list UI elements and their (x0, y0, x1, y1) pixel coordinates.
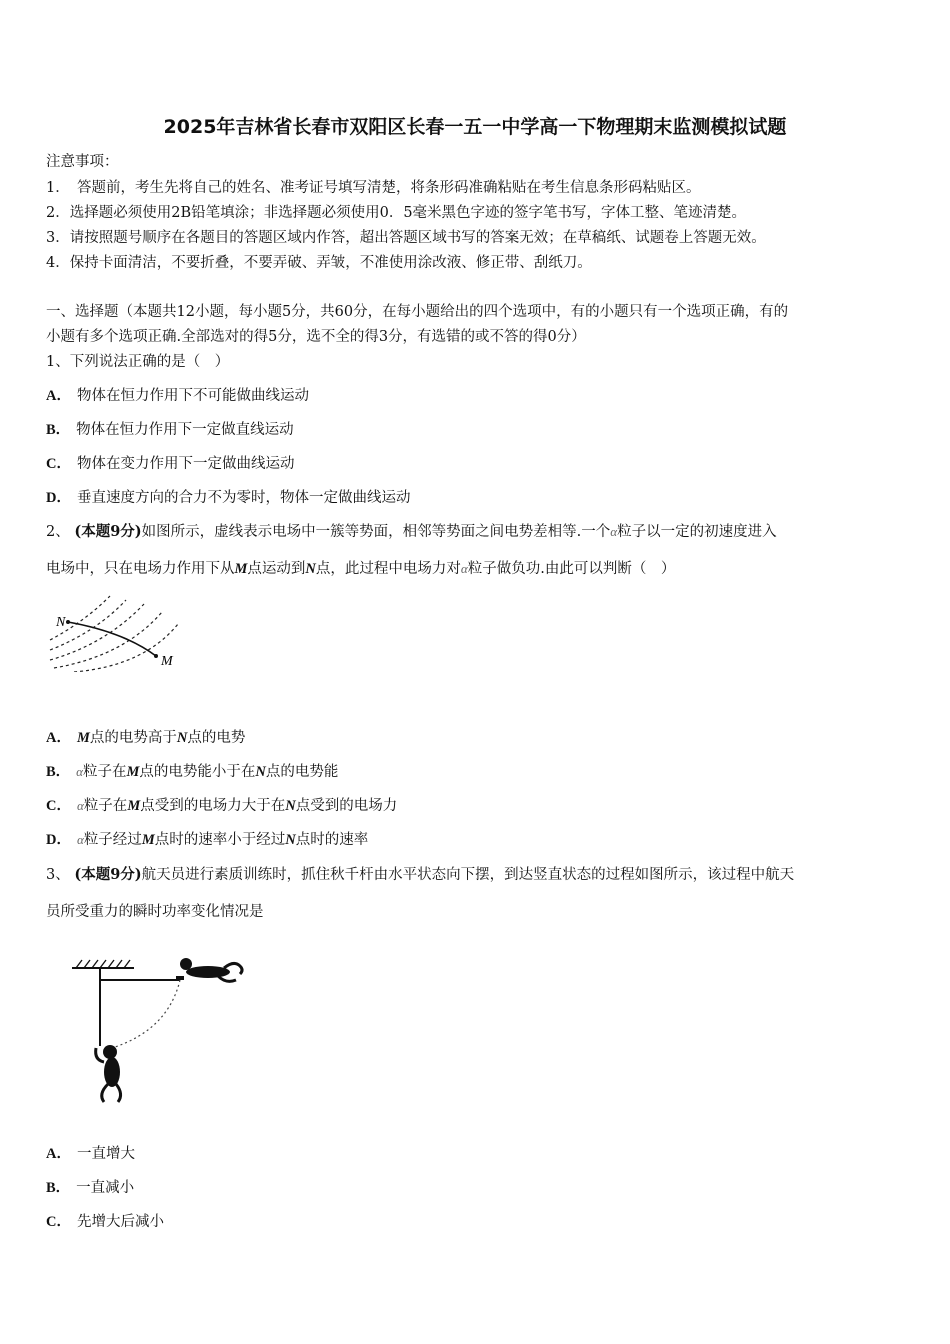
option-text: 一直增大 (76, 1146, 135, 1162)
option-text: 点时的速率小于经过 (154, 832, 286, 848)
q2-stem-text: 粒子以一定的初速度进入 (617, 524, 777, 540)
notice-item-3: 3．请按照题号顺序在各题目的答题区域内作答，超出答题区域书写的答案无效；在草稿纸、试题卷上答题无效。 (46, 230, 766, 246)
option-text: 一直减小 (76, 1180, 135, 1196)
q2-stem-text: 如图所示，虚线表示电场中一簇等势面，相邻等势面之间电势差相等.一个 (141, 524, 611, 540)
q1-option-a (46, 386, 309, 406)
option-text: 点的电势高于 (89, 730, 177, 746)
q2-stem-text: 点，此过程中电场力对 (315, 561, 461, 577)
point-n: N (305, 561, 316, 577)
option-letter: B． (46, 422, 71, 438)
q3-option-b (46, 1178, 134, 1198)
point-m: M (141, 832, 155, 848)
option-text: 粒子经过 (83, 832, 142, 848)
swing-figure (68, 950, 248, 1110)
option-text: 物体在恒力作用下不可能做曲线运动 (76, 388, 309, 404)
option-text: 点的电势 (187, 730, 246, 746)
astronaut-horizontal-icon (176, 958, 242, 981)
q1-option-d (46, 488, 410, 508)
point-m-dot (154, 654, 158, 658)
label-m: M (161, 654, 173, 669)
equipotential-line (50, 604, 144, 660)
point-n: N (255, 764, 266, 780)
alpha-symbol: α (610, 524, 618, 539)
option-text: 垂直速度方向的合力不为零时，物体一定做曲线运动 (76, 490, 411, 506)
q3-option-c (46, 1212, 164, 1232)
q3-score: (本题9分) (74, 866, 142, 883)
option-letter: D． (46, 490, 71, 506)
option-text: 物体在恒力作用下一定做直线运动 (76, 422, 294, 438)
point-m: M (76, 730, 90, 746)
q1-option-b (46, 420, 294, 440)
q3-stem-line1 (46, 865, 794, 885)
point-m: M (127, 798, 141, 814)
option-letter: C． (46, 798, 71, 814)
option-letter: B． (46, 764, 71, 780)
notice-heading: 注意事项： (46, 154, 119, 170)
section-instructions-line2: 小题有多个选项正确.全部选对的得5分，选不全的得3分，有选错的或不答的得0分） (46, 329, 586, 345)
point-n-dot (66, 620, 70, 624)
option-letter: C． (46, 456, 71, 472)
q2-stem-line1 (46, 522, 777, 542)
page-title: 2025年吉林省长春市双阳区长春一五一中学高一下物理期末监测模拟试题 (163, 116, 787, 138)
equipotential-figure (44, 592, 184, 672)
equipotential-line (54, 612, 162, 668)
swing-arc (112, 980, 180, 1048)
point-n: N (285, 832, 296, 848)
option-text: 点的电势能小于在 (139, 764, 256, 780)
point-m: M (126, 764, 140, 780)
point-n: N (176, 730, 188, 746)
q2-option-b (46, 762, 338, 782)
alpha-symbol: α (76, 832, 84, 847)
option-text: 点时的速率 (295, 832, 369, 848)
q1-stem: 1、下列说法正确的是（ ） (46, 354, 230, 370)
trajectory-curve (68, 622, 156, 656)
point-m: M (234, 561, 248, 577)
option-text: 粒子在 (83, 798, 128, 814)
q2-stem-text: 电场中，只在电场力作用下从 (46, 561, 235, 577)
option-text: 粒子在 (83, 764, 127, 780)
q3-option-a (46, 1144, 135, 1164)
notice-item-2: 2．选择题必须使用2B铅笔填涂；非选择题必须使用0．5毫米黑色字迹的签字笔书写，字体工整、笔迹清楚。 (46, 205, 747, 221)
option-text: 物体在变力作用下一定做曲线运动 (76, 456, 295, 472)
astronaut-vertical-icon (96, 1045, 121, 1102)
alpha-symbol: α (76, 798, 84, 813)
q3-stem-line2: 员所受重力的瞬时功率变化情况是 (46, 904, 264, 920)
q1-option-c (46, 454, 294, 474)
option-letter: A． (46, 1146, 71, 1162)
ceiling-hatch (76, 960, 130, 968)
q2-number: 2、 (46, 524, 70, 540)
q2-stem-text: 粒子做负功.由此可以判断（ ） (467, 561, 676, 577)
notice-item-4: 4．保持卡面清洁，不要折叠，不要弄破、弄皱，不准使用涂改液、修正带、刮纸刀。 (46, 255, 592, 271)
q3-number: 3、 (46, 867, 70, 883)
section-instructions-line1: 一、选择题（本题共12小题，每小题5分，共60分，在每小题给出的四个选项中，有的小题只有一个选项正确，有的 (46, 304, 789, 320)
q2-score: (本题9分) (74, 523, 142, 540)
q2-stem-line2 (46, 559, 675, 579)
option-letter: D． (46, 832, 71, 848)
alpha-symbol: α (460, 561, 468, 576)
q3-stem-text: 航天员进行素质训练时，抓住秋千杆由水平状态向下摆，到达竖直状态的过程如图所示，该过程中航天 (141, 867, 795, 883)
alpha-symbol: α (76, 764, 83, 779)
q2-stem-text: 点运动到 (247, 561, 306, 577)
option-letter: B． (46, 1180, 71, 1196)
option-text: 点受到的电场力 (295, 798, 398, 814)
option-text: 点受到的电场力大于在 (140, 798, 286, 814)
q2-option-c (46, 796, 397, 816)
option-text: 点的电势能 (265, 764, 339, 780)
point-n: N (285, 798, 296, 814)
q2-option-d (46, 830, 368, 850)
option-letter: C． (46, 1214, 71, 1230)
option-text: 先增大后减小 (76, 1214, 164, 1230)
option-letter: A． (46, 730, 71, 746)
q2-option-a (46, 728, 245, 748)
notice-item-1: 1． 答题前，考生先将自己的姓名、准考证号填写清楚，将条形码准确粘贴在考生信息条形码粘贴区。 (46, 180, 701, 196)
label-n: N (56, 615, 66, 630)
option-letter: A． (46, 388, 71, 404)
